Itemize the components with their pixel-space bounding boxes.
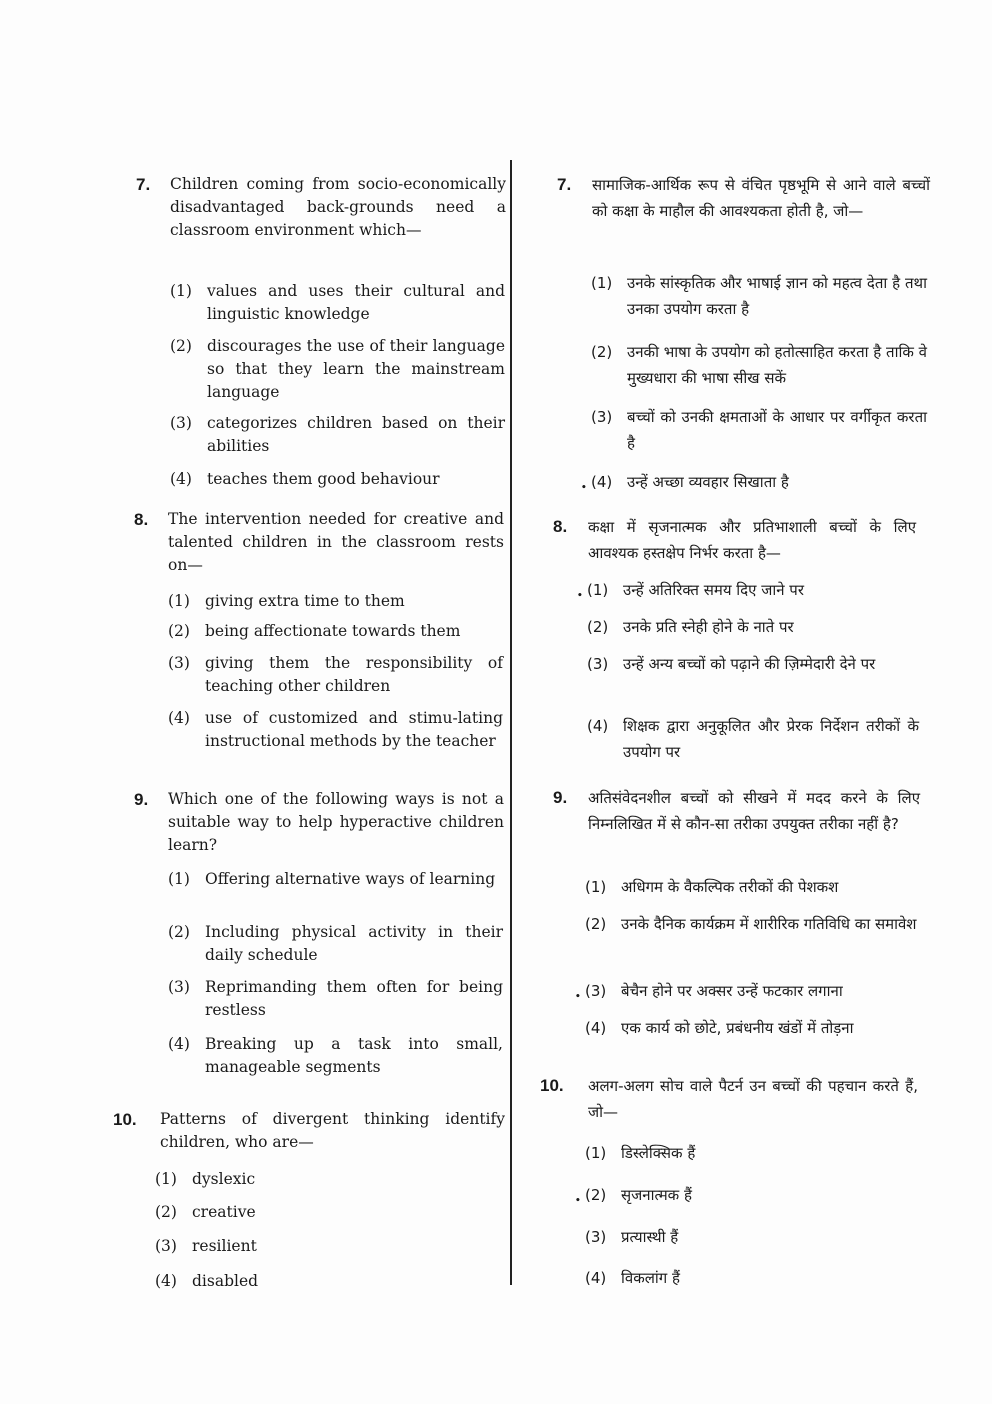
option-label: (2) [585, 915, 607, 933]
option-text: प्रत्यास्थी हैं [621, 1228, 679, 1246]
option-text: उनके सांस्कृतिक और भाषाई ज्ञान को महत्व देता है तथा उनका उपयोग करता है [627, 274, 927, 318]
answer-option [585, 1224, 771, 1250]
option-text: उन्हें अतिरिक्त समय दिए जाने पर [623, 581, 804, 599]
pencil-mark: • [575, 992, 581, 1002]
option-label: (3) [155, 1237, 177, 1255]
pencil-mark: • [581, 483, 587, 493]
option-label: (3) [585, 1228, 607, 1246]
option-label: (2) [168, 622, 190, 640]
option-text: बेचैन होने पर अक्सर उन्हें फटकार लगाना [621, 982, 843, 1000]
option-text: use of customized and stimu-lating instructional methods by the teacher [205, 709, 503, 750]
option-text: discourages the use of their language so that they learn the mainstream language [207, 337, 505, 401]
option-label: (3) [585, 982, 607, 1000]
question-text: Patterns of divergent thinking identify children, who are— [160, 1110, 505, 1151]
option-label: (1) [587, 581, 609, 599]
answer-option [585, 1140, 771, 1166]
option-text: उनकी भाषा के उपयोग को हतोत्साहित करता है ताकि वे मुख्यधारा की भाषा सीख सकें [627, 343, 927, 387]
option-label: (1) [155, 1170, 177, 1188]
answer-option [591, 270, 927, 322]
option-text: teaches them good behaviour [207, 470, 440, 488]
option-text: values and uses their cultural and linguistic knowledge [207, 282, 505, 323]
answer-option [591, 404, 927, 456]
option-label: (3) [587, 655, 609, 673]
question-number: 9. [134, 790, 149, 809]
answer-option [155, 1235, 492, 1258]
answer-option [575, 1182, 771, 1208]
option-text: अधिगम के वैकल्पिक तरीकों की पेशकश [621, 878, 839, 896]
option-label: (2) [168, 923, 190, 941]
answer-option [155, 1270, 492, 1293]
option-text: विकलांग हैं [621, 1269, 680, 1287]
question-number: 7. [557, 175, 572, 194]
option-text: सृजनात्मक हैं [621, 1186, 692, 1204]
question-number: 10. [113, 1110, 137, 1129]
answer-option [587, 651, 919, 677]
option-label: (1) [585, 878, 607, 896]
option-label: (2) [587, 618, 609, 636]
option-text: Breaking up a task into small, manageable segments [205, 1035, 503, 1076]
question-number: 8. [553, 517, 568, 536]
answer-option [168, 1033, 503, 1079]
question-text: Which one of the following ways is not a suitable way to help hyperactive children learn? [168, 790, 504, 854]
question-text: सामाजिक-आर्थिक रूप से वंचित पृष्ठभूमि से आने वाले बच्चों को कक्षा के माहौल की आवश्यकता होती है, जो— [592, 176, 930, 220]
option-text: dyslexic [192, 1170, 256, 1188]
option-label: (1) [591, 274, 613, 292]
answer-option [587, 713, 919, 765]
pencil-mark: • [577, 591, 583, 601]
option-label: (4) [170, 470, 192, 488]
option-label: (2) [585, 1186, 607, 1204]
option-label: (2) [170, 337, 192, 355]
option-label: (4) [587, 717, 609, 735]
question-text: Children coming from socio-economically disadvantaged back-grounds need a classroom environment which— [170, 175, 506, 239]
question-number: 9. [553, 788, 568, 807]
option-label: (3) [591, 408, 613, 426]
option-text: giving them the responsibility of teaching other children [205, 654, 503, 695]
pencil-mark: • [575, 1196, 581, 1206]
answer-option [170, 280, 505, 326]
answer-option [591, 339, 927, 391]
answer-option [585, 1015, 923, 1041]
option-text: उन्हें अच्छा व्यवहार सिखाता है [627, 473, 789, 491]
option-text: being affectionate towards them [205, 622, 461, 640]
option-text: डिस्लेक्सिक हैं [621, 1144, 696, 1162]
answer-option [168, 590, 503, 613]
option-label: (2) [591, 343, 613, 361]
option-label: (4) [585, 1269, 607, 1287]
option-text: उनके प्रति स्नेही होने के नाते पर [623, 618, 794, 636]
answer-option [170, 335, 505, 404]
option-label: (4) [168, 709, 190, 727]
option-label: (1) [585, 1144, 607, 1162]
question-text: अलग-अलग सोच वाले पैटर्न उन बच्चों की पहचान करते हैं, जो— [588, 1077, 918, 1121]
answer-option [170, 468, 505, 491]
answer-option [155, 1201, 492, 1224]
option-label: (1) [168, 870, 190, 888]
option-label: (3) [168, 978, 190, 996]
option-text: बच्चों को उनकी क्षमताओं के आधार पर वर्गीकृत करता है [627, 408, 927, 452]
question-text: अतिसंवेदनशील बच्चों को सीखने में मदद करने के लिए निम्नलिखित में से कौन-सा तरीका उपयुक्त तरीका नहीं है? [588, 789, 920, 833]
answer-option [575, 978, 923, 1004]
answer-option [581, 469, 927, 495]
answer-option [168, 620, 503, 643]
answer-option [585, 1265, 771, 1291]
option-text: शिक्षक द्वारा अनुकूलित और प्रेरक निर्देशन तरीकों के उपयोग पर [623, 717, 919, 761]
answer-option [168, 868, 503, 891]
option-label: (2) [155, 1203, 177, 1221]
option-text: एक कार्य को छोटे, प्रबंधनीय खंडों में तोड़ना [621, 1019, 854, 1037]
option-label: (3) [170, 414, 192, 432]
option-label: (4) [168, 1035, 190, 1053]
answer-option [168, 652, 503, 698]
option-text: giving extra time to them [205, 592, 405, 610]
answer-option [155, 1168, 492, 1191]
question-text: कक्षा में सृजनात्मक और प्रतिभाशाली बच्चों के लिए आवश्यक हस्तक्षेप निर्भर करता है— [588, 518, 916, 562]
answer-option [168, 707, 503, 753]
answer-option [168, 976, 503, 1022]
option-text: Including physical activity in their daily schedule [205, 923, 503, 964]
option-label: (3) [168, 654, 190, 672]
option-text: creative [192, 1203, 256, 1221]
option-label: (1) [168, 592, 190, 610]
option-text: categorizes children based on their abilities [207, 414, 505, 455]
question-text: The intervention needed for creative and talented children in the classroom rests on— [168, 510, 504, 574]
answer-option [170, 412, 505, 458]
question-number: 10. [540, 1076, 564, 1095]
option-label: (4) [585, 1019, 607, 1037]
option-text: Offering alternative ways of learning [205, 870, 496, 888]
option-text: Reprimanding them often for being restless [205, 978, 503, 1019]
answer-option [585, 911, 923, 937]
option-label: (4) [155, 1272, 177, 1290]
option-label: (4) [591, 473, 613, 491]
option-text: उनके दैनिक कार्यक्रम में शारीरिक गतिविधि का समावेश [621, 915, 917, 933]
option-text: उन्हें अन्य बच्चों को पढ़ाने की ज़िम्मेदारी देने पर [623, 655, 876, 673]
answer-option [577, 577, 919, 603]
question-number: 7. [136, 175, 151, 194]
answer-option [585, 874, 923, 900]
option-text: disabled [192, 1272, 259, 1290]
column-divider [510, 160, 512, 1285]
option-label: (1) [170, 282, 192, 300]
option-text: resilient [192, 1237, 257, 1255]
question-number: 8. [134, 510, 149, 529]
answer-option [168, 921, 503, 967]
answer-option [587, 614, 919, 640]
